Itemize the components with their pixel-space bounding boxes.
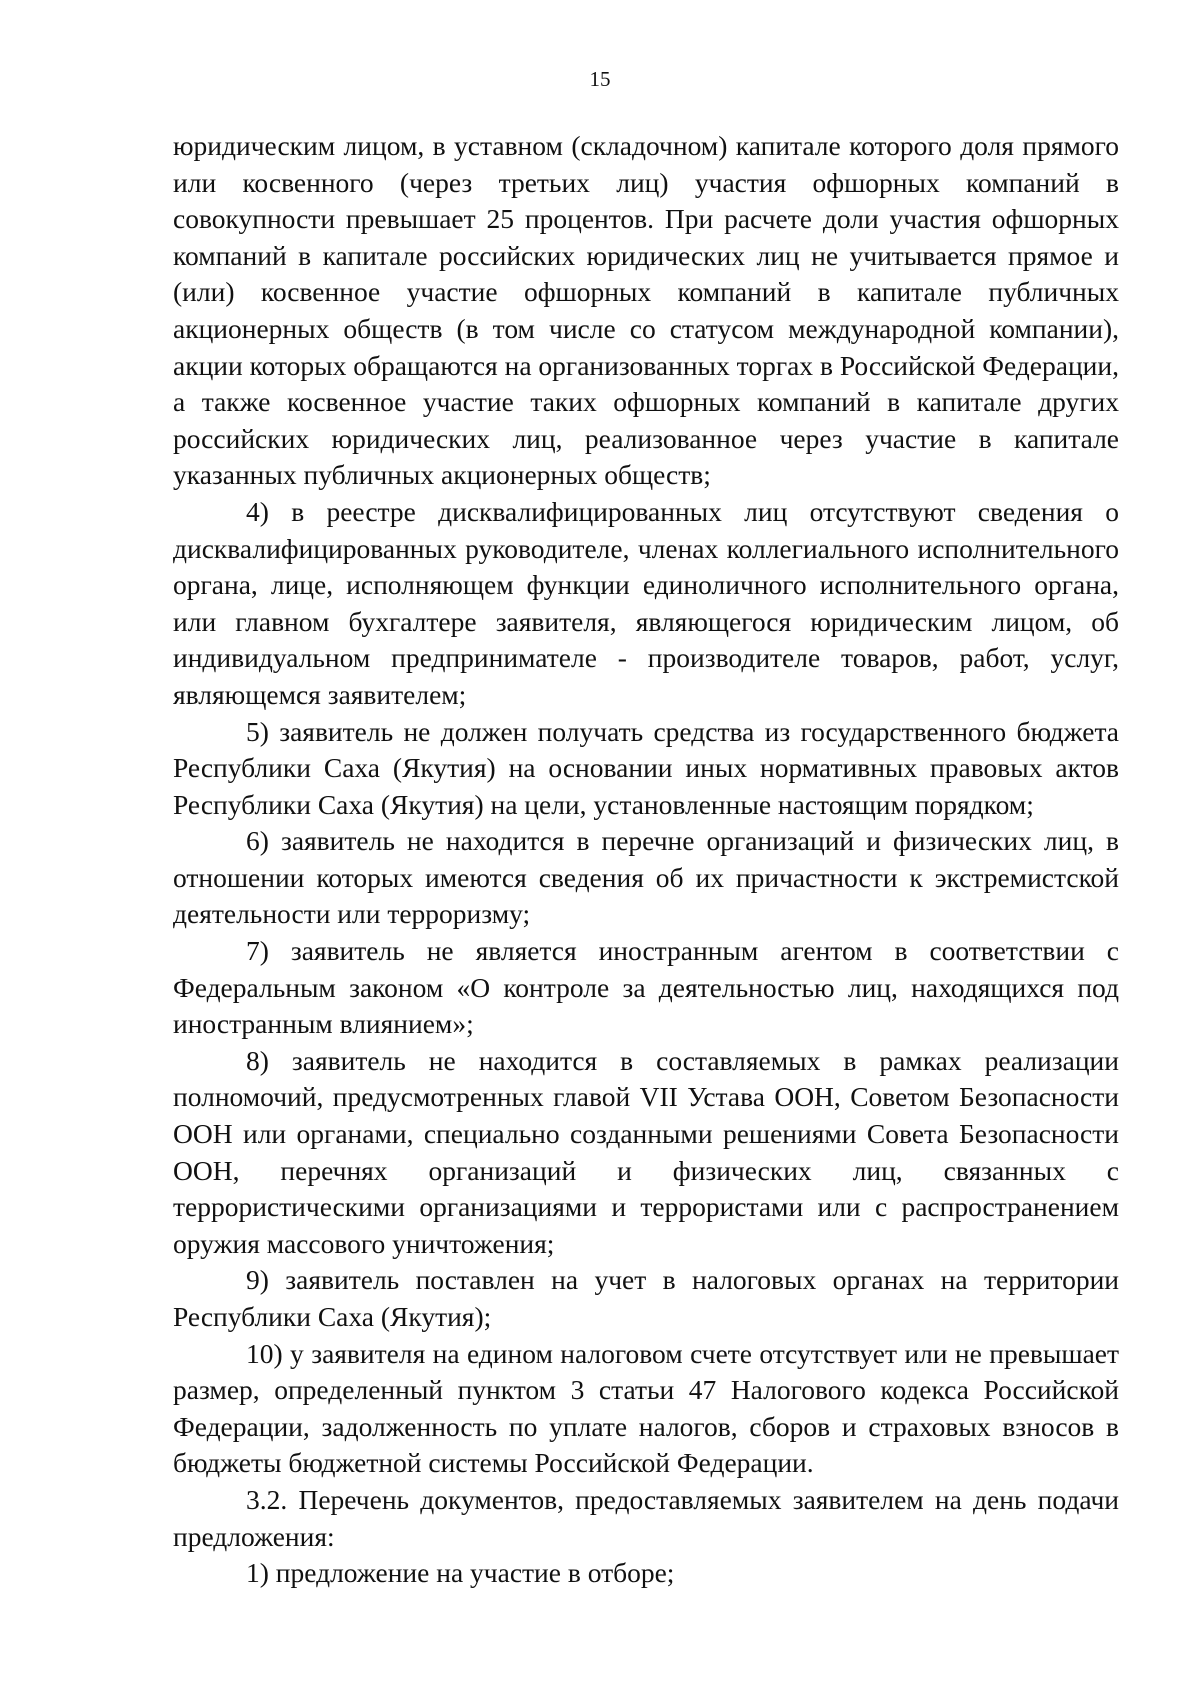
paragraph-list-item-1: 1) предложение на участие в отборе; — [246, 1557, 675, 1589]
paragraph-item-10: 10) у заявителя на едином налоговом счете отсутствует или не превышает размер, определенный пунктом 3 статьи 47 Налогового кодекса Российской Федерации, задолженность по уплате налогов, сборов и страховых взносов в бюджеты бюджетной системы Российской Федерации. — [173, 1337, 1119, 1479]
paragraph-item-8: 8) заявитель не находится в составляемых в рамках реализации полномочий, предусмотренных главой VII Устава ООН, Советом Безопасности ООН или органами, специально созданными решениями Совета Безопасности ООН, перечнях организаций и физических лиц, связанных с террористическими организациями и террористами или с распространением оружия массового уничтожения; — [173, 1044, 1119, 1259]
paragraph-section-3-2: 3.2. Перечень документов, предоставляемых заявителем на день подачи предложения: — [173, 1483, 1119, 1552]
paragraph-item-9: 9) заявитель поставлен на учет в налоговых органах на территории Республики Саха (Якутия); — [173, 1264, 1119, 1332]
document-body — [173, 128, 1119, 1592]
paragraph-item-7: 7) заявитель не является иностранным агентом в соответствии с Федеральным законом «О контроле за деятельностью лиц, находящихся под иностранным влиянием»; — [173, 935, 1119, 1040]
paragraph-item-4: 4) в реестре дисквалифицированных лиц отсутствуют сведения о дисквалифицированных руководителе, членах коллегиального исполнительного органа, лице, исполняющем функции единоличного исполнительного органа, или главном бухгалтере заявителя, являющегося юридическим лицом, об индивидуальном предпринимателе - производителе товаров, работ, услуг, являющемся заявителем; — [173, 495, 1119, 710]
paragraph-item-6: 6) заявитель не находится в перечне организаций и физических лиц, в отношении которых имеются сведения об их причастности к экстремистской деятельности или терроризму; — [173, 825, 1119, 930]
paragraph-item-5: 5) заявитель не должен получать средства из государственного бюджета Республики Саха (Якутия) на основании иных нормативных правовых актов Республики Саха (Якутия) на цели, установленные настоящим порядком; — [173, 715, 1119, 820]
page-number: 15 — [589, 67, 611, 91]
paragraph-offshore-continuation: юридическим лицом, в уставном (складочном) капитале которого доля прямого или косвенного (через третьих лиц) участия офшорных компаний в совокупности превышает 25 процентов. При расчете доли участия офшорных компаний в капитале российских юридических лиц не учитывается прямое и (или) косвенное участие офшорных компаний в капитале публичных акционерных обществ (в том числе со статусом международной компании), акции которых обращаются на организованных торгах в Российской Федерации, а также косвенное участие таких офшорных компаний в капитале других российских юридических лиц, реализованное через участие в капитале указанных публичных акционерных обществ; — [173, 130, 1119, 491]
